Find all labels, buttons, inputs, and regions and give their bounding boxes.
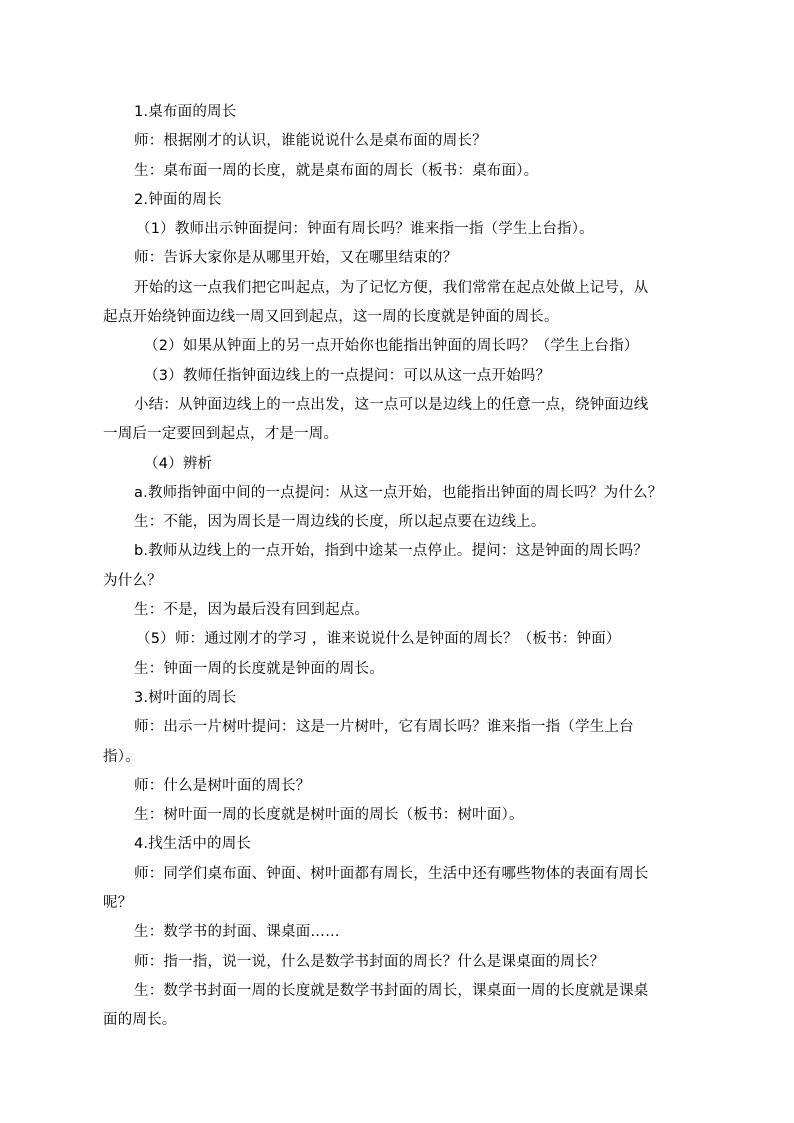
- paragraph-line: 开始的这一点我们把它叫起点，为了记忆方便，我们常常在起点处做上记号，从: [134, 279, 649, 296]
- paragraph-line: （1）教师出示钟面提问：钟面有周长吗？谁来指一指（学生上台指）。: [136, 221, 594, 238]
- paragraph-line: 生：桌布面一周的长度，就是桌布面的周长（板书：桌布面）。: [134, 162, 539, 179]
- paragraph-line: 一周后一定要回到起点，才是一周。: [103, 426, 339, 443]
- section-heading: 3.树叶面的周长: [134, 689, 237, 706]
- paragraph-line: a.教师指钟面中间的一点提问：从这一点开始，也能指出钟面的周长吗？为什么？: [134, 484, 663, 501]
- paragraph-line: （3）教师任指钟面边线上的一点提问：可以从这一点开始吗？: [144, 367, 551, 384]
- paragraph-line: 生：不是，因为最后没有回到起点。: [134, 602, 370, 619]
- paragraph-line: 师：出示一片树叶提问：这是一片树叶，它有周长吗？谁来指一指（学生上台: [134, 719, 634, 736]
- paragraph-line: 师：同学们桌布面、钟面、树叶面都有周长，生活中还有哪些物体的表面有周长: [134, 865, 649, 882]
- paragraph-line: 生：数学书的封面、课桌面……: [134, 924, 340, 941]
- paragraph-line: 师：告诉大家你是从哪里开始，又在哪里结束的？: [134, 250, 458, 267]
- section-heading: 2.钟面的周长: [134, 191, 222, 208]
- paragraph-line: 为什么？: [103, 572, 162, 589]
- paragraph-line: 生：数学书封面一周的长度就是数学书封面的周长，课桌面一周的长度就是课桌: [134, 982, 649, 999]
- paragraph-line: 生：不能，因为周长是一周边线的长度，所以起点要在边线上。: [134, 514, 546, 531]
- paragraph-line: 指）。: [103, 748, 140, 765]
- paragraph-line: 小结：从钟面边线上的一点出发，这一点可以是边线上的任意一点，绕钟面边线: [134, 396, 649, 413]
- paragraph-line: 生：树叶面一周的长度就是树叶面的周长（板书：树叶面）。: [134, 807, 524, 824]
- paragraph-line: （5）师：通过刚才的学习 ，谁来说说什么是钟面的周长？（板书：钟面）: [136, 631, 621, 648]
- paragraph-line: 呢？: [103, 895, 133, 912]
- paragraph-line: 生：钟面一周的长度就是钟面的周长。: [134, 660, 384, 677]
- document-body: [103, 98, 694, 1036]
- paragraph-line: 面的周长。: [103, 1012, 177, 1029]
- paragraph-line: b.教师从边线上的一点开始，指到中途某一点停止。提问：这是钟面的周长吗？: [134, 543, 649, 560]
- paragraph-line: 起点开始绕钟面边线一周又回到起点，这一周的长度就是钟面的周长。: [103, 309, 559, 326]
- subsection-heading: （4）辨析: [144, 455, 213, 472]
- paragraph-line: （2）如果从钟面上的另一点开始你也能指出钟面的周长吗？（学生上台指）: [144, 338, 639, 355]
- paragraph-line: 师：根据刚才的认识，谁能说说什么是桌布面的周长？: [134, 133, 487, 150]
- paragraph-line: 师：什么是树叶面的周长？: [134, 777, 311, 794]
- section-heading: 4.找生活中的周长: [134, 836, 252, 853]
- paragraph-line: 师：指一指，说一说，什么是数学书封面的周长？什么是课桌面的周长？: [134, 953, 605, 970]
- section-heading: 1.桌布面的周长: [134, 104, 237, 120]
